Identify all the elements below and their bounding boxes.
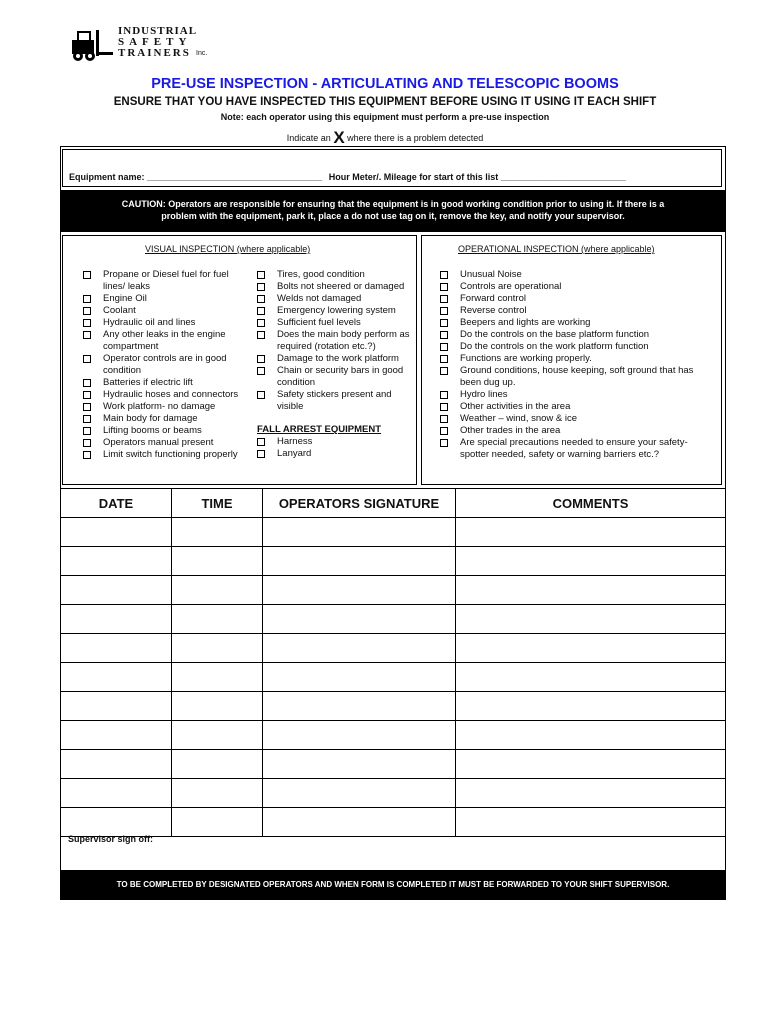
checklist-item[interactable]: Lanyard <box>257 448 411 460</box>
checklist-item[interactable]: Other trades in the area <box>440 425 712 437</box>
date-cell[interactable] <box>61 692 172 721</box>
indicate-post: where there is a problem detected <box>347 133 484 143</box>
time-cell[interactable] <box>172 634 263 663</box>
visual-inspection-heading: VISUAL INSPECTION (where applicable) <box>145 244 311 254</box>
time-cell[interactable] <box>172 576 263 605</box>
comments-cell[interactable] <box>456 518 726 547</box>
signature-cell[interactable] <box>263 721 456 750</box>
table-row <box>61 634 726 663</box>
checklist-item[interactable]: Harness <box>257 436 411 448</box>
checklist-item[interactable]: Weather – wind, snow & ice <box>440 413 712 425</box>
signature-cell[interactable] <box>263 663 456 692</box>
checklist-item[interactable]: Other activities in the area <box>440 401 712 413</box>
date-cell[interactable] <box>61 808 172 837</box>
equipment-info-box <box>62 149 722 187</box>
hour-meter-field[interactable]: Hour Meter/. Mileage for start of this list _________________________ <box>328 172 626 182</box>
time-cell[interactable] <box>172 692 263 721</box>
date-cell[interactable] <box>61 576 172 605</box>
indicate-x-mark: X <box>333 128 345 147</box>
checklist-item[interactable]: Work platform- no damage <box>83 401 243 413</box>
table-row <box>61 547 726 576</box>
time-cell[interactable] <box>172 779 263 808</box>
checklist-item[interactable]: Reverse control <box>440 305 712 317</box>
checklist-item[interactable]: Coolant <box>83 305 243 317</box>
table-row <box>61 779 726 808</box>
date-cell[interactable] <box>61 634 172 663</box>
fall-arrest-heading: FALL ARREST EQUIPMENT <box>257 424 382 435</box>
visual-checklist-col1 <box>83 269 243 461</box>
checklist-item[interactable]: Engine Oil <box>83 293 243 305</box>
table-row <box>61 692 726 721</box>
checklist-item[interactable]: Emergency lowering system <box>257 305 411 317</box>
time-cell[interactable] <box>172 605 263 634</box>
checklist-item[interactable]: Unusual Noise <box>440 269 712 281</box>
time-column-header: TIME <box>172 489 263 518</box>
logo-text-line1: INDUSTRIAL <box>118 25 198 37</box>
checklist-item[interactable]: Welds not damaged <box>257 293 411 305</box>
fall-arrest-section <box>257 423 411 460</box>
signature-cell[interactable] <box>263 547 456 576</box>
comments-cell[interactable] <box>456 576 726 605</box>
checklist-item[interactable]: Damage to the work platform <box>257 353 411 365</box>
comments-cell[interactable] <box>456 663 726 692</box>
visual-checklist-col2 <box>257 269 411 413</box>
table-row <box>61 750 726 779</box>
date-column-header: DATE <box>61 489 172 518</box>
indicate-pre: Indicate an <box>286 133 331 143</box>
table-row <box>61 518 726 547</box>
checklist-item[interactable]: Does the main body perform as required (rotation etc.?) <box>257 329 411 353</box>
company-logo <box>70 26 230 64</box>
signature-cell[interactable] <box>263 576 456 605</box>
checklist-item[interactable]: Do the controls on the base platform function <box>440 329 712 341</box>
table-row <box>61 663 726 692</box>
date-cell[interactable] <box>61 605 172 634</box>
page-subtitle: ENSURE THAT YOU HAVE INSPECTED THIS EQUIPMENT BEFORE USING IT USING IT EACH SHIFT <box>113 96 657 108</box>
comments-cell[interactable] <box>456 605 726 634</box>
date-cell[interactable] <box>61 721 172 750</box>
date-cell[interactable] <box>61 547 172 576</box>
visual-inspection-section <box>62 235 417 485</box>
supervisor-signoff-label: Supervisor sign off: <box>68 834 154 844</box>
caution-banner <box>60 190 726 232</box>
time-cell[interactable] <box>172 721 263 750</box>
signature-cell[interactable] <box>263 605 456 634</box>
checklist-item[interactable]: Limit switch functioning properly <box>83 449 243 461</box>
checklist-item[interactable]: Controls are operational <box>440 281 712 293</box>
checklist-item[interactable]: Chain or security bars in good condition <box>257 365 411 389</box>
signature-cell[interactable] <box>263 808 456 837</box>
table-row <box>61 808 726 837</box>
operational-inspection-heading: OPERATIONAL INSPECTION (where applicable) <box>458 244 655 254</box>
checklist-item[interactable]: Tires, good condition <box>257 269 411 281</box>
date-cell[interactable] <box>61 750 172 779</box>
checklist-item[interactable]: Hydraulic hoses and connectors <box>83 389 243 401</box>
signature-cell[interactable] <box>263 779 456 808</box>
page-title: PRE-USE INSPECTION - ARTICULATING AND TELESCOPIC BOOMS <box>151 76 619 92</box>
checklist-item[interactable]: Beepers and lights are working <box>440 317 712 329</box>
checklist-item[interactable]: Hydraulic oil and lines <box>83 317 243 329</box>
checklist-item[interactable]: Functions are working properly. <box>440 353 712 365</box>
checklist-item[interactable]: Forward control <box>440 293 712 305</box>
table-header-row <box>61 489 726 518</box>
checklist-item[interactable]: Operator controls are in good condition <box>83 353 243 377</box>
logo-text-line2: SAFETY <box>118 36 192 48</box>
checklist-item[interactable]: Bolts not sheered or damaged <box>257 281 411 293</box>
comments-cell[interactable] <box>456 634 726 663</box>
checklist-item[interactable]: Sufficient fuel levels <box>257 317 411 329</box>
table-row <box>61 605 726 634</box>
checklist-item[interactable]: Main body for damage <box>83 413 243 425</box>
inspection-log-table <box>60 488 726 837</box>
signature-cell[interactable] <box>263 750 456 779</box>
checklist-item[interactable]: Propane or Diesel fuel for fuel lines/ leaks <box>83 269 243 293</box>
date-cell[interactable] <box>61 518 172 547</box>
checklist-item[interactable]: Do the controls on the work platform function <box>440 341 712 353</box>
comments-cell[interactable] <box>456 547 726 576</box>
comments-cell[interactable] <box>456 779 726 808</box>
log-table-body <box>61 518 726 837</box>
equipment-name-field[interactable]: Equipment name: ___________________________________ <box>69 172 323 182</box>
checklist-item[interactable]: Operators manual present <box>83 437 243 449</box>
time-cell[interactable] <box>172 518 263 547</box>
checklist-item[interactable]: Hydro lines <box>440 389 712 401</box>
operational-inspection-section <box>421 235 722 485</box>
logo-text-line3: TRAINERS <box>118 47 191 59</box>
operator-note: Note: each operator using this equipment must perform a pre-use inspection <box>220 112 550 122</box>
forklift-logo-icon <box>70 30 116 62</box>
checklist-item[interactable]: Ground conditions, house keeping, soft ground that has been dug up. <box>440 365 712 389</box>
table-row <box>61 721 726 750</box>
signature-cell[interactable] <box>263 518 456 547</box>
time-cell[interactable] <box>172 547 263 576</box>
table-row <box>61 576 726 605</box>
date-cell[interactable] <box>61 663 172 692</box>
comments-cell[interactable] <box>456 808 726 837</box>
caution-line1: CAUTION: Operators are responsible for ensuring that the equipment is in good working condition prior to using it. If there is a <box>121 199 665 209</box>
signature-cell[interactable] <box>263 634 456 663</box>
signature-cell[interactable] <box>263 692 456 721</box>
footer-banner: TO BE COMPLETED BY DESIGNATED OPERATORS AND WHEN FORM IS COMPLETED IT MUST BE FORWARDED TO YOUR SHIFT SUPERVISOR. <box>60 870 726 900</box>
checklist-item[interactable]: Any other leaks in the engine compartment <box>83 329 243 353</box>
comments-cell[interactable] <box>456 692 726 721</box>
caution-line2: problem with the equipment, park it, place a do not use tag on it, remove the key, and notify your supervisor. <box>161 211 625 221</box>
checklist-item[interactable]: Are special precautions needed to ensure your safety-spotter needed, safety or warning barriers etc.? <box>440 437 712 461</box>
comments-cell[interactable] <box>456 721 726 750</box>
time-cell[interactable] <box>172 808 263 837</box>
date-cell[interactable] <box>61 779 172 808</box>
time-cell[interactable] <box>172 750 263 779</box>
signature-column-header: OPERATORS SIGNATURE <box>263 489 456 518</box>
time-cell[interactable] <box>172 663 263 692</box>
checklist-item[interactable]: Safety stickers present and visible <box>257 389 411 413</box>
operational-checklist <box>440 269 712 461</box>
fall-arrest-checklist <box>257 436 411 460</box>
comments-column-header: COMMENTS <box>456 489 726 518</box>
logo-inc: Inc. <box>196 50 208 57</box>
checklist-item[interactable]: Lifting booms or beams <box>83 425 243 437</box>
checklist-item[interactable]: Batteries if electric lift <box>83 377 243 389</box>
indicate-instruction <box>0 128 770 148</box>
comments-cell[interactable] <box>456 750 726 779</box>
